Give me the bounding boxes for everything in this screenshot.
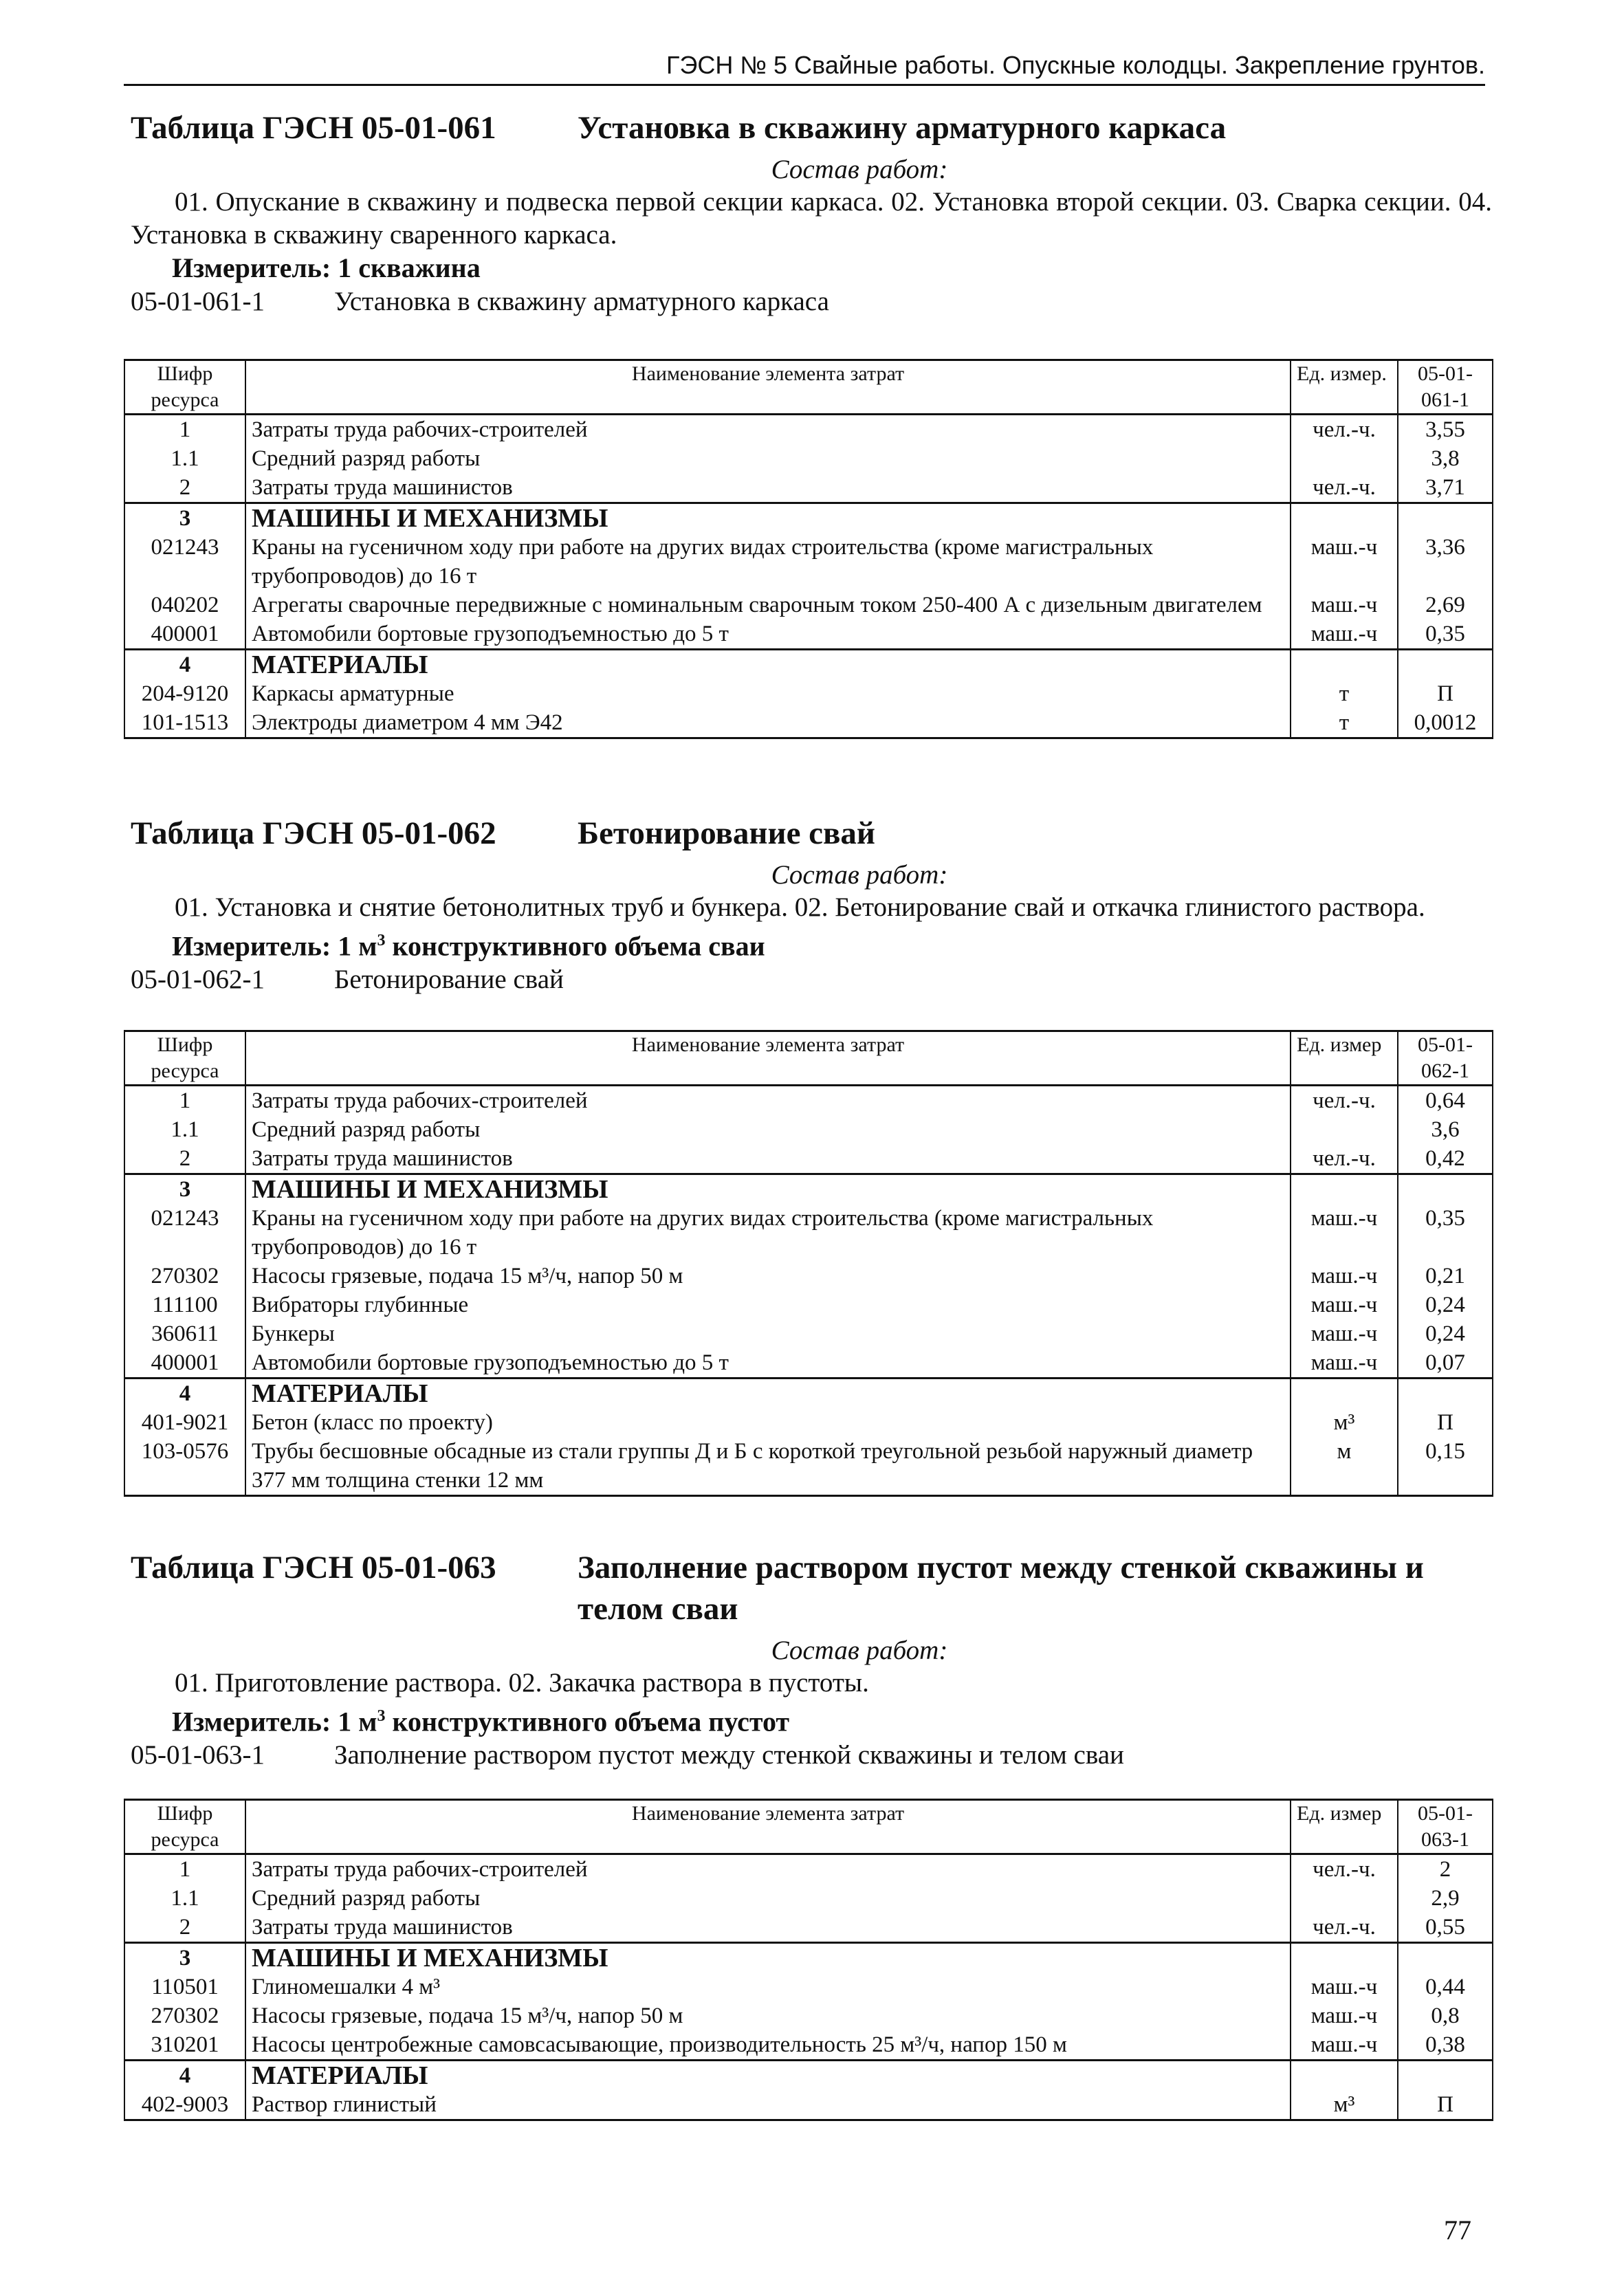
header-unit: Ед. измер. [1291,360,1398,415]
cell-value: П [1398,2090,1493,2120]
table-title: Заполнение раствором пустот между стенкой скважины и телом сваи [578,1550,1424,1627]
cell-value: 0,55 [1398,1913,1493,1943]
table-row [124,1319,1493,1348]
measure-superscript: 3 [377,1707,386,1725]
work-composition-label: Состав работ: [771,1636,948,1665]
table-row [124,444,1493,473]
table-number: Таблица ГЭСН 05-01-061 [131,110,496,146]
cell-unit [1291,650,1398,680]
resource-table-05-01-063 [124,1799,1493,2121]
cell-unit: маш.-ч [1291,1319,1398,1348]
section-05-01-062 [131,813,1492,997]
cell-code: 4 [124,1379,245,1409]
work-composition-label: Состав работ: [771,860,948,890]
table-body [124,1086,1493,1496]
cell-code: 2 [124,1913,245,1943]
cell-value: 3,8 [1398,444,1493,473]
norm-code-row [131,285,1492,319]
cell-code: 103-0576 [124,1437,245,1496]
cell-name: Краны на гусеничном ходу при работе на других видах строительства (кроме магистральных трубопроводов) до 16 т [245,1204,1291,1262]
cell-name: МАТЕРИАЛЫ [245,2061,1291,2091]
cell-value: 0,35 [1398,619,1493,650]
table-row [124,1144,1493,1174]
table-row [124,2090,1493,2120]
cell-value: 0,15 [1398,1437,1493,1496]
cell-code: 4 [124,2061,245,2091]
resource-table-05-01-062 [124,1030,1493,1497]
running-header: ГЭСН № 5 Свайные работы. Опускные колодцы. Закрепление грунтов. [124,47,1485,86]
table-title: Бетонирование свай [578,815,876,851]
cell-unit: чел.-ч. [1291,1854,1398,1885]
cell-code: 270302 [124,1262,245,1291]
cell-unit: маш.-ч [1291,1262,1398,1291]
cell-value: 0,24 [1398,1319,1493,1348]
table-group-row [124,503,1493,534]
header-unit: Ед. измер [1291,1031,1398,1086]
cell-code: 021243 [124,1204,245,1262]
table-row [124,2030,1493,2061]
cell-name: Краны на гусеничном ходу при работе на других видах строительства (кроме магистральных трубопроводов) до 16 т [245,533,1291,591]
cell-code: 1.1 [124,444,245,473]
cell-value [1398,1379,1493,1409]
norm-name: Бетонирование свай [334,965,564,995]
cell-name: МАТЕРИАЛЫ [245,1379,1291,1409]
cell-code: 2 [124,1144,245,1174]
measure-text: Измеритель: 1 м [172,1706,377,1737]
cell-name: Насосы грязевые, подача 15 м³/ч, напор 50 м [245,1262,1291,1291]
cell-code: 101-1513 [124,708,245,738]
cell-value: 3,6 [1398,1115,1493,1144]
cell-unit [1291,1115,1398,1144]
table-group-row [124,650,1493,680]
cell-unit: м [1291,1437,1398,1496]
cell-name: Затраты труда рабочих-строителей [245,1086,1291,1116]
cell-code: 400001 [124,1348,245,1379]
cell-name: Затраты труда машинистов [245,1913,1291,1943]
cell-code: 040202 [124,591,245,619]
cell-name: МАШИНЫ И МЕХАНИЗМЫ [245,503,1291,534]
measure-text-tail: конструктивного объема пустот [385,1706,790,1737]
cell-name: Затраты труда рабочих-строителей [245,1854,1291,1885]
table-number: Таблица ГЭСН 05-01-063 [131,1550,496,1585]
table-title-row [131,107,1492,149]
table-row [124,1204,1493,1262]
table-row [124,1262,1493,1291]
cell-value: 3,71 [1398,473,1493,503]
header-name: Наименование элемента затрат [245,1800,1291,1854]
cell-code: 1 [124,1086,245,1116]
cell-value: 0,44 [1398,1973,1493,2001]
cell-value: 2,9 [1398,1884,1493,1913]
cell-code: 270302 [124,2001,245,2030]
cell-unit: м³ [1291,1408,1398,1437]
table-row [124,591,1493,619]
cell-value: 3,55 [1398,415,1493,445]
table-header-row [124,1031,1493,1086]
measure-unit [131,924,1492,963]
cell-name: Затраты труда машинистов [245,1144,1291,1174]
table-title-row [131,1547,1492,1629]
resource-table-05-01-061 [124,359,1493,739]
section-05-01-063 [131,1547,1492,1772]
cell-name: Трубы бесшовные обсадные из стали группы Д и Б с короткой треугольной резьбой наружный диаметр 377 мм толщина стенки 12 мм [245,1437,1291,1496]
table-row [124,708,1493,738]
cell-code: 110501 [124,1973,245,2001]
cell-code: 3 [124,503,245,534]
table-body [124,1854,1493,2120]
cell-code: 021243 [124,533,245,591]
table-group-row [124,1174,1493,1205]
cell-code: 401-9021 [124,1408,245,1437]
table-row [124,473,1493,503]
cell-value: П [1398,679,1493,708]
table-row [124,679,1493,708]
table-row [124,533,1493,591]
table-row [124,1408,1493,1437]
cell-unit: маш.-ч [1291,1291,1398,1319]
cell-code: 1 [124,415,245,445]
cell-unit: маш.-ч [1291,1973,1398,2001]
header-norm-code: 05-01-062-1 [1398,1031,1493,1086]
norm-code: 05-01-063-1 [131,1740,265,1770]
work-operations: 01. Приготовление раствора. 02. Закачка раствора в пустоты. [175,1668,869,1698]
measure-unit [131,1700,1492,1738]
cell-unit: т [1291,679,1398,708]
cell-code: 2 [124,473,245,503]
header-name: Наименование элемента затрат [245,360,1291,415]
header-name: Наименование элемента затрат [245,1031,1291,1086]
cell-code: 360611 [124,1319,245,1348]
cell-value: 0,8 [1398,2001,1493,2030]
cell-value: 0,42 [1398,1144,1493,1174]
cell-unit: чел.-ч. [1291,1913,1398,1943]
cell-code: 3 [124,1943,245,1973]
cell-value [1398,1174,1493,1205]
cell-code: 1.1 [124,1115,245,1144]
cell-name: МАТЕРИАЛЫ [245,650,1291,680]
cell-name: Автомобили бортовые грузоподъемностью до 5 т [245,1348,1291,1379]
table-row [124,2001,1493,2030]
cell-name: Автомобили бортовые грузоподъемностью до 5 т [245,619,1291,650]
header-code: Шифр ресурса [124,1800,245,1854]
table-row [124,1913,1493,1943]
cell-unit [1291,1379,1398,1409]
cell-name: Средний разряд работы [245,444,1291,473]
cell-value [1398,650,1493,680]
cell-unit [1291,1943,1398,1973]
cell-unit: маш.-ч [1291,2030,1398,2061]
norm-name: Заполнение раствором пустот между стенкой скважины и телом сваи [334,1740,1124,1770]
table-row [124,1348,1493,1379]
cell-name: МАШИНЫ И МЕХАНИЗМЫ [245,1174,1291,1205]
table-title: Установка в скважину арматурного каркаса [578,110,1227,146]
measure-unit: Измеритель: 1 скважина [172,252,481,283]
cell-value: 0,38 [1398,2030,1493,2061]
cell-unit: маш.-ч [1291,619,1398,650]
measure-text-tail: конструктивного объема сваи [385,930,765,962]
cell-code: 310201 [124,2030,245,2061]
table-row [124,1854,1493,1885]
table-row [124,1086,1493,1116]
cell-unit [1291,444,1398,473]
table-row [124,619,1493,650]
cell-unit: чел.-ч. [1291,415,1398,445]
cell-unit: чел.-ч. [1291,473,1398,503]
cell-name: Электроды диаметром 4 мм Э42 [245,708,1291,738]
norm-code-row [131,1738,1492,1772]
table-body [124,415,1493,738]
cell-name: Затраты труда рабочих-строителей [245,415,1291,445]
table-row [124,415,1493,445]
table-header-row [124,360,1493,415]
table-row [124,1973,1493,2001]
cell-name: Агрегаты сварочные передвижные с номинальным сварочным током 250-400 А с дизельным двигателем [245,591,1291,619]
cell-unit: маш.-ч [1291,1204,1398,1262]
header-code: Шифр ресурса [124,360,245,415]
cell-unit: маш.-ч [1291,2001,1398,2030]
norm-name: Установка в скважину арматурного каркаса [334,287,829,316]
cell-value: 0,21 [1398,1262,1493,1291]
cell-code: 400001 [124,619,245,650]
work-operations: 01. Опускание в скважину и подвеска первой секции каркаса. 02. Установка второй секции. 03. Сварка секции. 04. Установка в скважину сваренного каркаса. [131,187,1492,250]
cell-code: 402-9003 [124,2090,245,2120]
table-group-row [124,1943,1493,1973]
cell-value: 0,0012 [1398,708,1493,738]
cell-name: Средний разряд работы [245,1115,1291,1144]
work-composition-label: Состав работ: [771,155,948,184]
cell-name: Каркасы арматурные [245,679,1291,708]
work-operations: 01. Установка и снятие бетонолитных труб и бункера. 02. Бетонирование свай и откачка глинистого раствора. [175,892,1425,922]
header-norm-code: 05-01-061-1 [1398,360,1493,415]
norm-code: 05-01-061-1 [131,287,265,316]
cell-name: Насосы грязевые, подача 15 м³/ч, напор 50 м [245,2001,1291,2030]
cell-value [1398,1943,1493,1973]
cell-value: 2 [1398,1854,1493,1885]
cell-value: П [1398,1408,1493,1437]
cell-value: 3,36 [1398,533,1493,591]
cell-value: 2,69 [1398,591,1493,619]
cell-name: Глиномешалки 4 м³ [245,1973,1291,2001]
cell-code: 3 [124,1174,245,1205]
cell-unit [1291,503,1398,534]
norm-code: 05-01-062-1 [131,965,265,995]
cell-code: 111100 [124,1291,245,1319]
cell-unit [1291,1884,1398,1913]
norm-code-row [131,963,1492,997]
header-code: Шифр ресурса [124,1031,245,1086]
table-number: Таблица ГЭСН 05-01-062 [131,815,496,851]
table-header-row [124,1800,1493,1854]
cell-unit: чел.-ч. [1291,1144,1398,1174]
cell-value: 0,64 [1398,1086,1493,1116]
cell-code: 1 [124,1854,245,1885]
cell-name: МАШИНЫ И МЕХАНИЗМЫ [245,1943,1291,1973]
cell-name: Насосы центробежные самовсасывающие, производительность 25 м³/ч, напор 150 м [245,2030,1291,2061]
cell-name: Средний разряд работы [245,1884,1291,1913]
table-row [124,1115,1493,1144]
cell-unit: чел.-ч. [1291,1086,1398,1116]
cell-name: Бетон (класс по проекту) [245,1408,1291,1437]
table-row [124,1437,1493,1496]
cell-value [1398,2061,1493,2091]
cell-unit: т [1291,708,1398,738]
table-group-row [124,1379,1493,1409]
cell-value: 0,35 [1398,1204,1493,1262]
cell-unit [1291,1174,1398,1205]
cell-name: Раствор глинистый [245,2090,1291,2120]
cell-unit: маш.-ч [1291,591,1398,619]
table-row [124,1291,1493,1319]
page-number: 77 [1444,2215,1471,2245]
cell-value [1398,503,1493,534]
cell-value: 0,07 [1398,1348,1493,1379]
cell-value: 0,24 [1398,1291,1493,1319]
header-norm-code: 05-01-063-1 [1398,1800,1493,1854]
table-title-row [131,813,1492,854]
cell-code: 4 [124,650,245,680]
cell-name: Затраты труда машинистов [245,473,1291,503]
table-group-row [124,2061,1493,2091]
cell-unit [1291,2061,1398,2091]
cell-unit: маш.-ч [1291,1348,1398,1379]
cell-code: 204-9120 [124,679,245,708]
table-row [124,1884,1493,1913]
section-05-01-061 [131,107,1492,319]
cell-name: Вибраторы глубинные [245,1291,1291,1319]
cell-unit: маш.-ч [1291,533,1398,591]
cell-code: 1.1 [124,1884,245,1913]
cell-name: Бункеры [245,1319,1291,1348]
header-unit: Ед. измер [1291,1800,1398,1854]
cell-unit: м³ [1291,2090,1398,2120]
measure-superscript: 3 [377,932,386,949]
measure-text: Измеритель: 1 м [172,930,377,962]
